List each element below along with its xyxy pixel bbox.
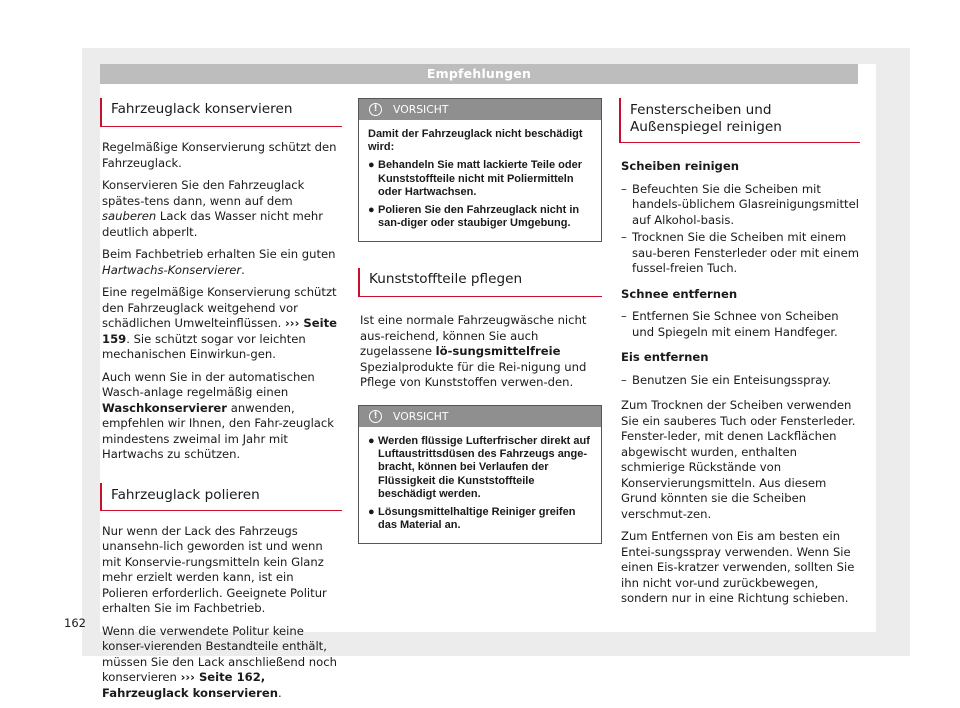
caution-box <box>358 98 602 242</box>
paragraph: Nur wenn der Lack des Fahrzeugs unansehn-lich geworden ist und wenn mit Konservie-rungsmitteln kein Glanz mehr erzielt werden kann, ist ein Polieren erforderlich. Geeignete Politur erhalten Sie im Fachbetrieb. <box>102 523 327 615</box>
caution-bullet: ● Lösungsmittelhaltige Reiniger greifen das Material an. <box>368 505 576 532</box>
paragraph: Zum Entfernen von Eis am besten ein Entei-sungsspray verwenden. Wenn Sie einen Eis-kratzer verwenden, sollten Sie ihn nicht vor-und zurückbewegen, sondern nur in eine Richtung schieben. <box>621 529 855 605</box>
caution-bullet: ● Werden flüssige Lufterfrischer direkt auf Luftaustrittsdüsen des Fahrzeugs ange-bracht, können bei Verlaufen der Flüssigkeit die Kunststoffteile beschädigt werden. <box>368 434 590 500</box>
caution-icon: ! <box>369 103 382 116</box>
section-header: Empfehlungen <box>100 64 858 84</box>
paragraph: Regelmäßige Konservierung schützt den Fahrzeuglack. <box>102 140 337 170</box>
paragraph: Wenn die verwendete Politur keine konser-vierenden Bestandteile enthält, müssen Sie den Lack anschließend noch konservieren ››› Seite 162, Fahrzeuglack konservieren. <box>102 623 337 700</box>
emphasis: Hartwachs-Konservierer <box>102 262 242 277</box>
bold-term: Waschkonservierer <box>102 400 228 415</box>
caution-bullet: ● Polieren Sie den Fahrzeuglack nicht in san-diger oder staubiger Umgebung. <box>368 204 580 230</box>
paragraph: Konservieren Sie den Fahrzeuglack spätes-tens dann, wenn auf dem sauberen Lack das Wasser nicht mehr deutlich abperlt. <box>102 178 324 239</box>
heading-fahrzeuglack-polieren: Fahrzeuglack polieren <box>100 483 342 511</box>
list-item: – Trocknen Sie die Scheiben mit einem sau-beren Fensterleder oder mit einem fussel-freien Tuch. <box>621 230 860 275</box>
caution-label: VORSICHT <box>393 409 449 423</box>
subheading: Eis entfernen <box>621 350 709 364</box>
emphasis: sauberen <box>102 209 157 223</box>
paragraph: Auch wenn Sie in der automatischen Wasch-anlage regelmäßig einen Waschkonservierer anwenden, empfehlen wir Ihnen, den Fahr-zeuglack mindestens zweimal im Jahr mit Hartwachs zu schützen. <box>102 369 334 461</box>
column-left <box>100 98 342 708</box>
subheading: Schnee entfernen <box>621 286 738 301</box>
paragraph: Ist eine normale Fahrzeugwäsche nicht aus-reichend, können Sie auch zugelassene lö-sungsmittelfreie Spezialprodukte für die Rei-nigung und Pflege von Kunststoffen verwen-den. <box>360 313 587 390</box>
caution-icon: ! <box>369 410 382 423</box>
column-right <box>619 98 860 614</box>
caution-bullet: ● Behandeln Sie matt lackierte Teile oder Kunststoffteile nicht mit Poliermitteln oder Hartwachsen. <box>368 159 582 198</box>
subheading: Scheiben reinigen <box>621 159 739 173</box>
list-item: – Befeuchten Sie die Scheiben mit handels-üblichem Glasreinigungsmittel auf Alkohol-basis. <box>621 181 859 227</box>
caution-header <box>359 99 601 120</box>
paragraph: Beim Fachbetrieb erhalten Sie ein guten Hartwachs-Konservierer. <box>102 247 336 277</box>
list-item: – Benutzen Sie ein Enteisungsspray. <box>621 372 832 387</box>
page-reference-link[interactable]: ››› Seite 159 <box>102 316 337 346</box>
paragraph: Zum Trocknen der Scheiben verwenden Sie ein sauberes Tuch oder Fensterleder. Fenster-leder, mit denen Lackflächen abgewischt wurden, enthalten schmierige Rückstände von Konservierungsmitteln. Aus diesem Grund könnten sie die Scheiben verschmut-zen. <box>621 398 856 521</box>
list-item: – Entfernen Sie Schnee von Scheiben und Spiegeln mit einem Handfeger. <box>621 309 839 339</box>
bold-term: lö-sungsmittelfreie <box>435 344 561 359</box>
caution-box <box>358 405 602 544</box>
heading-kunststoffteile-pflegen: Kunststoffteile pflegen <box>358 268 602 297</box>
caution-label: VORSICHT <box>393 103 449 116</box>
paragraph: Eine regelmäßige Konservierung schützt den Fahrzeuglack weitgehend vor schädlichen Umwelteinflüssen. ››› Seite 159. Sie schützt sogar vor leichten mechanischen Einwirkun-gen. <box>102 285 337 361</box>
caution-intro: Damit der Fahrzeuglack nicht beschädigt wird: <box>368 128 583 154</box>
page-reference-link[interactable]: ››› Seite 162, Fahrzeuglack konservieren <box>102 670 278 700</box>
caution-header <box>359 406 601 427</box>
heading-fahrzeuglack-konservieren: Fahrzeuglack konservieren <box>100 98 342 127</box>
page-number: 162 <box>64 616 86 630</box>
heading-fensterscheiben-reinigen: Fensterscheiben und Außenspiegel reinigen <box>619 98 860 143</box>
column-middle <box>358 98 602 570</box>
